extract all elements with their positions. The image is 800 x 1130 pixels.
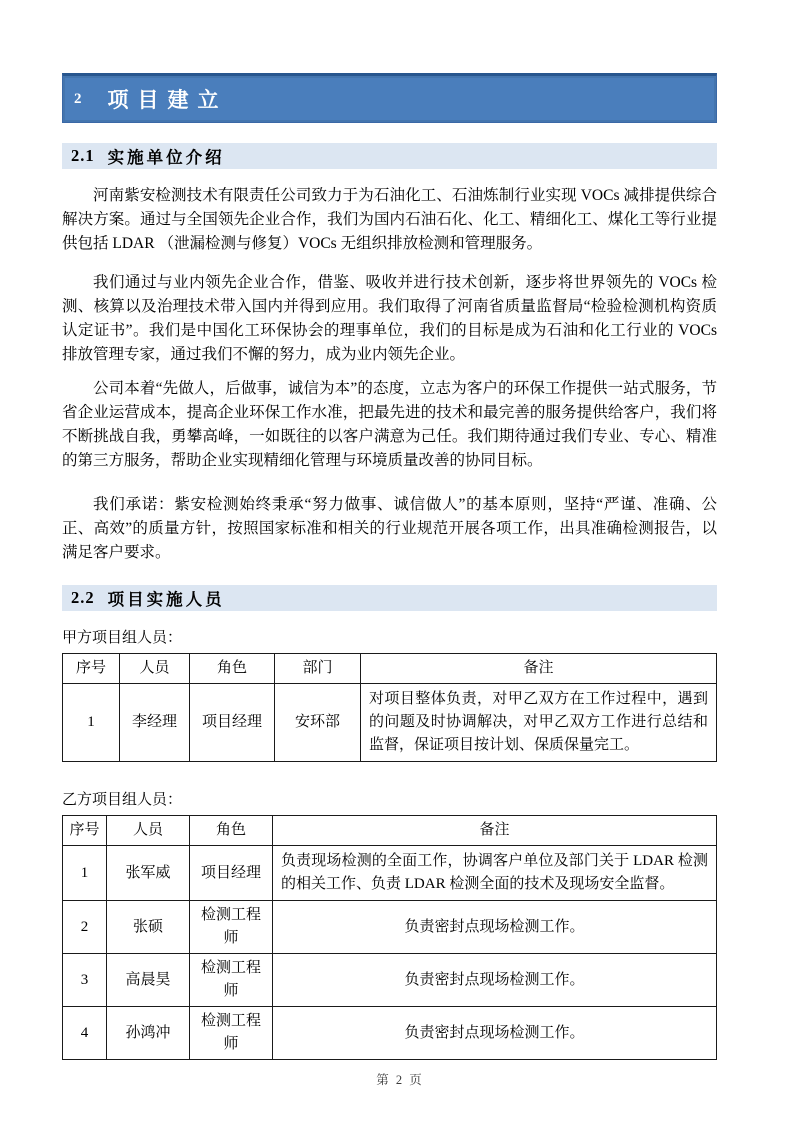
cell-remark: 负责密封点现场检测工作。 [273, 954, 717, 1007]
cell-person: 孙鸿冲 [107, 1007, 190, 1060]
intro-paragraph-3: 公司本着“先做人，后做事，诚信为本”的态度，立志为客户的环保工作提供一站式服务，节省企业运营成本，提高企业环保工作水准，把最先进的技术和最完善的服务提供给客户，我们将不断挑战自我，勇攀高峰，一如既往的以客户满意为己任。我们期待通过我们专业、专心、精准的第三方服务，帮助企业实现精细化管理与环境质量改善的协同目标。 [62, 380, 717, 469]
header-cell-department: 部门 [275, 654, 361, 684]
header-cell-role: 角色 [190, 816, 273, 846]
cell-remark: 负责现场检测的全面工作，协调客户单位及部门关于 LDAR 检测的相关工作、负责 LDAR 检测全面的技术及现场安全监督。 [273, 846, 717, 901]
section-title: 实施单位介绍 [107, 148, 225, 167]
chapter-number: 2 [74, 90, 82, 107]
header-cell-role: 角色 [190, 654, 275, 684]
header-cell-remark: 备注 [273, 816, 717, 846]
header-cell-remark: 备注 [361, 654, 717, 684]
party-b-personnel-table [62, 815, 717, 1060]
section-number: 2.2 [71, 588, 95, 607]
section-heading-2-2 [62, 585, 717, 611]
section-title: 项目实施人员 [107, 590, 225, 609]
table-row [63, 901, 717, 954]
table-row [63, 1007, 717, 1060]
cell-remark: 对项目整体负责，对甲乙双方在工作过程中，遇到的问题及时协调解决，对甲乙双方工作进行总结和监督，保证项目按计划、保质保量完工。 [361, 684, 717, 762]
table-row [63, 684, 717, 762]
party-b-table-label: 乙方项目组人员： [62, 792, 183, 808]
cell-seq: 1 [63, 684, 120, 762]
party-a-table-label: 甲方项目组人员： [62, 630, 183, 646]
cell-role: 检测工程师 [190, 954, 273, 1007]
cell-department: 安环部 [275, 684, 361, 762]
cell-role: 项目经理 [190, 684, 275, 762]
chapter-title: 项目建立 [107, 88, 228, 112]
cell-role: 项目经理 [190, 846, 273, 901]
table-header-row [63, 654, 717, 684]
intro-paragraph-4: 我们承诺：紫安检测始终秉承“努力做事、诚信做人”的基本原则，坚持“严谨、准确、公正、高效”的质量方针，按照国家标准和相关的行业规范开展各项工作，出具准确检测报告，以满足客户要求。 [62, 496, 717, 561]
header-cell-person: 人员 [120, 654, 190, 684]
table-row [63, 954, 717, 1007]
cell-person: 张军威 [107, 846, 190, 901]
section-number: 2.1 [71, 146, 95, 165]
cell-seq: 4 [63, 1007, 107, 1060]
cell-person: 李经理 [120, 684, 190, 762]
intro-paragraph-2: 我们通过与业内领先企业合作，借鉴、吸收并进行技术创新，逐步将世界领先的 VOCs 检测、核算以及治理技术带入国内并得到应用。我们取得了河南省质量监督局“检验检测机构资质认定证书”。我们是中国化工环保协会的理事单位，我们的目标是成为石油和化工行业的 VOCs 排放管理专家，通过我们不懈的努力，成为业内领先企业。 [62, 274, 717, 363]
page-number-footer: 第 2 页 [376, 1073, 424, 1087]
chapter-heading-bar [62, 73, 717, 123]
cell-seq: 3 [63, 954, 107, 1007]
cell-role: 检测工程师 [190, 1007, 273, 1060]
cell-remark: 负责密封点现场检测工作。 [273, 1007, 717, 1060]
cell-person: 高晨昊 [107, 954, 190, 1007]
table-header-row [63, 816, 717, 846]
cell-seq: 2 [63, 901, 107, 954]
cell-seq: 1 [63, 846, 107, 901]
header-cell-seq: 序号 [63, 816, 107, 846]
intro-paragraph-1: 河南紫安检测技术有限责任公司致力于为石油化工、石油炼制行业实现 VOCs 减排提供综合解决方案。通过与全国领先企业合作，我们为国内石油石化、化工、精细化工、煤化工等行业提供包括 LDAR （泄漏检测与修复）VOCs 无组织排放检测和管理服务。 [62, 187, 717, 252]
header-cell-seq: 序号 [63, 654, 120, 684]
party-a-personnel-table [62, 653, 717, 762]
section-heading-2-1 [62, 143, 717, 169]
table-row [63, 846, 717, 901]
cell-remark: 负责密封点现场检测工作。 [273, 901, 717, 954]
cell-person: 张硕 [107, 901, 190, 954]
cell-role: 检测工程师 [190, 901, 273, 954]
header-cell-person: 人员 [107, 816, 190, 846]
